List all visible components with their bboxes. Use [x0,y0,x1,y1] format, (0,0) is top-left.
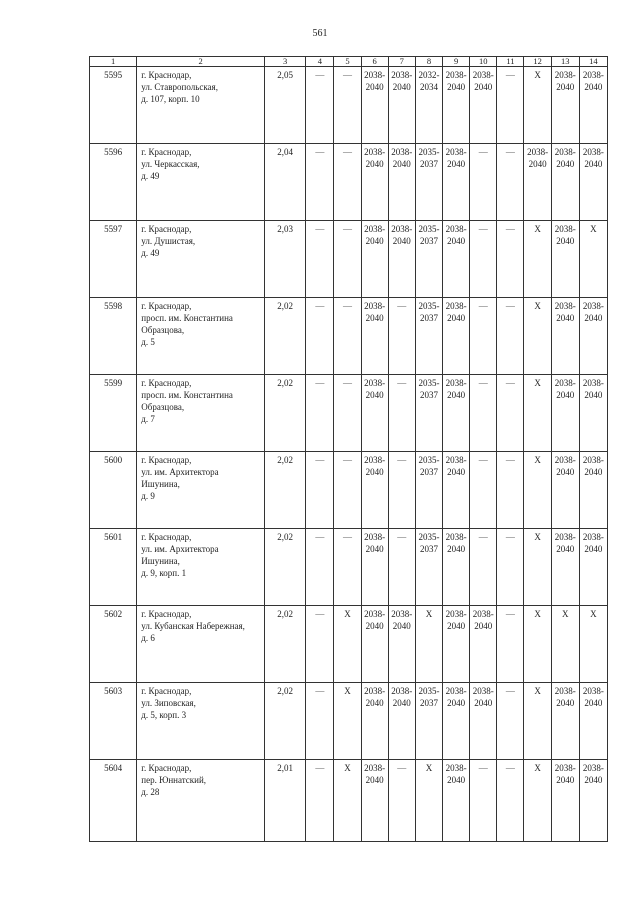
address-line: просп. им. Константина [141,313,233,323]
table-row [90,529,608,606]
row-number: 5596 [90,144,137,221]
period-cell: — [497,298,524,375]
period-cell: 2038- 2040 [551,375,579,452]
table-row [90,760,608,842]
address-line: г. Краснодар, [141,70,192,80]
period-cell: — [470,144,497,221]
column-header: 7 [388,57,415,67]
period-cell: 2038- 2040 [388,606,415,683]
period-cell: 2038- 2040 [388,221,415,298]
period-cell: — [306,452,334,529]
period-cell: 2038- 2040 [443,298,470,375]
row-number: 5597 [90,221,137,298]
period-cell: — [470,375,497,452]
address-line: ул. им. Архитектора [141,544,219,554]
address-line: пер. Юннатский, [141,775,207,785]
table-row [90,683,608,760]
period-cell: — [306,375,334,452]
column-header: 2 [137,57,265,67]
period-cell: 2038- 2040 [443,221,470,298]
period-cell: Х [334,683,361,760]
header-row [90,57,608,67]
period-cell: Х [579,221,607,298]
period-cell: 2035- 2037 [415,683,442,760]
address-cell [137,529,265,606]
area-cell: 2,03 [265,221,306,298]
area-cell: 2,02 [265,529,306,606]
period-cell: — [334,67,361,144]
address-line: ул. Ставропольская, [141,82,218,92]
column-header: 5 [334,57,361,67]
period-cell: — [497,144,524,221]
table-row [90,221,608,298]
address-line: Ишунина, [141,556,180,566]
table-row [90,67,608,144]
period-cell: — [388,298,415,375]
period-cell: 2038- 2040 [579,529,607,606]
period-cell: Х [334,606,361,683]
column-header: 13 [551,57,579,67]
period-cell: 2038- 2040 [579,298,607,375]
address-line: Образцова, [141,402,185,412]
period-cell: Х [579,606,607,683]
address-line: д. 5, корп. 3 [141,710,187,720]
period-cell: 2038- 2040 [361,144,388,221]
table-row [90,298,608,375]
period-cell: Х [524,375,551,452]
period-cell: — [306,67,334,144]
period-cell: 2038- 2040 [579,67,607,144]
address-line: д. 5 [141,337,155,347]
column-header: 11 [497,57,524,67]
row-number: 5600 [90,452,137,529]
period-cell: — [388,375,415,452]
period-cell: 2038- 2040 [524,144,551,221]
period-cell: 2035- 2037 [415,452,442,529]
address-line: г. Краснодар, [141,686,192,696]
period-cell: 2038- 2040 [443,529,470,606]
period-cell: 2038- 2040 [470,683,497,760]
address-cell [137,452,265,529]
address-line: Образцова, [141,325,185,335]
address-line: д. 7 [141,414,155,424]
period-cell: — [334,375,361,452]
period-cell: Х [551,606,579,683]
period-cell: 2038- 2040 [551,221,579,298]
period-cell: — [497,529,524,606]
address-line: г. Краснодар, [141,301,192,311]
address-line: ул. им. Архитектора [141,467,219,477]
data-table [89,56,608,842]
period-cell: 2032- 2034 [415,67,442,144]
address-line: Ишунина, [141,479,180,489]
period-cell: — [388,529,415,606]
column-header: 10 [470,57,497,67]
period-cell: 2035- 2037 [415,375,442,452]
row-number: 5602 [90,606,137,683]
period-cell: — [470,221,497,298]
period-cell: — [306,298,334,375]
period-cell: — [306,606,334,683]
period-cell: 2038- 2040 [443,67,470,144]
period-cell: 2038- 2040 [443,683,470,760]
table-row [90,144,608,221]
column-header: 9 [443,57,470,67]
address-line: ул. Душистая, [141,236,196,246]
address-line: д. 107, корп. 10 [141,94,200,104]
period-cell: 2038- 2040 [551,452,579,529]
period-cell: — [306,144,334,221]
period-cell: Х [524,606,551,683]
column-header: 3 [265,57,306,67]
period-cell: 2038- 2040 [443,144,470,221]
period-cell: — [497,452,524,529]
period-cell: — [497,375,524,452]
period-cell: 2038- 2040 [470,67,497,144]
address-line: д. 9 [141,491,155,501]
period-cell: — [470,529,497,606]
column-header: 6 [361,57,388,67]
row-number: 5595 [90,67,137,144]
area-cell: 2,02 [265,452,306,529]
period-cell: 2038- 2040 [361,221,388,298]
table-body [90,67,608,842]
period-cell: 2038- 2040 [361,760,388,842]
address-cell [137,67,265,144]
period-cell: — [334,144,361,221]
period-cell: 2038- 2040 [388,683,415,760]
column-header: 4 [306,57,334,67]
period-cell: Х [334,760,361,842]
period-cell: 2038- 2040 [579,452,607,529]
row-number: 5599 [90,375,137,452]
period-cell: — [470,452,497,529]
address-line: ул. Черкасская, [141,159,200,169]
period-cell: 2035- 2037 [415,298,442,375]
address-line: г. Краснодар, [141,532,192,542]
area-cell: 2,02 [265,606,306,683]
column-header: 1 [90,57,137,67]
row-number: 5603 [90,683,137,760]
area-cell: 2,01 [265,760,306,842]
period-cell: 2038- 2040 [551,683,579,760]
period-cell: — [306,683,334,760]
period-cell: 2038- 2040 [551,67,579,144]
period-cell: Х [415,760,442,842]
period-cell: — [497,606,524,683]
period-cell: Х [524,529,551,606]
address-line: г. Краснодар, [141,763,192,773]
period-cell: 2038- 2040 [361,375,388,452]
period-cell: 2038- 2040 [443,375,470,452]
address-line: д. 9, корп. 1 [141,568,187,578]
period-cell: — [306,760,334,842]
period-cell: — [497,760,524,842]
address-cell [137,298,265,375]
period-cell: 2038- 2040 [579,683,607,760]
period-cell: 2038- 2040 [361,298,388,375]
period-cell: 2038- 2040 [579,760,607,842]
period-cell: — [306,221,334,298]
period-cell: 2038- 2040 [579,375,607,452]
address-cell [137,221,265,298]
address-cell [137,144,265,221]
period-cell: Х [524,67,551,144]
row-number: 5598 [90,298,137,375]
period-cell: 2038- 2040 [551,529,579,606]
address-line: ул. Зиповская, [141,698,196,708]
address-cell [137,683,265,760]
column-header: 14 [579,57,607,67]
area-cell: 2,04 [265,144,306,221]
row-number: 5604 [90,760,137,842]
period-cell: Х [524,221,551,298]
address-line: д. 49 [141,171,160,181]
address-cell [137,760,265,842]
period-cell: — [470,298,497,375]
period-cell: 2038- 2040 [361,67,388,144]
period-cell: — [497,221,524,298]
period-cell: Х [524,298,551,375]
column-header: 12 [524,57,551,67]
period-cell: 2038- 2040 [388,67,415,144]
address-line: г. Краснодар, [141,147,192,157]
period-cell: 2038- 2040 [388,144,415,221]
address-line: г. Краснодар, [141,455,192,465]
period-cell: 2038- 2040 [551,144,579,221]
address-line: г. Краснодар, [141,609,192,619]
period-cell: 2038- 2040 [470,606,497,683]
area-cell: 2,02 [265,683,306,760]
row-number: 5601 [90,529,137,606]
table-row [90,375,608,452]
period-cell: 2038- 2040 [443,606,470,683]
period-cell: — [334,452,361,529]
address-line: д. 28 [141,787,160,797]
area-cell: 2,02 [265,375,306,452]
period-cell: — [388,760,415,842]
period-cell: 2038- 2040 [551,760,579,842]
period-cell: Х [524,683,551,760]
period-cell: Х [524,452,551,529]
period-cell: Х [415,606,442,683]
period-cell: 2038- 2040 [361,683,388,760]
period-cell: — [334,529,361,606]
period-cell: — [388,452,415,529]
address-line: ул. Кубанская Набережная, [141,621,245,631]
period-cell: 2035- 2037 [415,144,442,221]
period-cell: 2038- 2040 [443,760,470,842]
address-line: г. Краснодар, [141,378,192,388]
area-cell: 2,02 [265,298,306,375]
address-line: г. Краснодар, [141,224,192,234]
address-cell [137,375,265,452]
column-header: 8 [415,57,442,67]
period-cell: — [497,67,524,144]
page-number: 561 [312,28,328,39]
period-cell: — [306,529,334,606]
table-row [90,606,608,683]
table-row [90,452,608,529]
period-cell: 2038- 2040 [443,452,470,529]
period-cell: — [497,683,524,760]
period-cell: 2035- 2037 [415,221,442,298]
period-cell: 2038- 2040 [551,298,579,375]
address-line: д. 49 [141,248,160,258]
address-cell [137,606,265,683]
period-cell: — [334,298,361,375]
period-cell: 2035- 2037 [415,529,442,606]
area-cell: 2,05 [265,67,306,144]
period-cell: 2038- 2040 [579,144,607,221]
address-line: д. 6 [141,633,155,643]
address-line: просп. им. Константина [141,390,233,400]
period-cell: 2038- 2040 [361,606,388,683]
period-cell: 2038- 2040 [361,529,388,606]
period-cell: 2038- 2040 [361,452,388,529]
period-cell: — [470,760,497,842]
period-cell: Х [524,760,551,842]
period-cell: — [334,221,361,298]
